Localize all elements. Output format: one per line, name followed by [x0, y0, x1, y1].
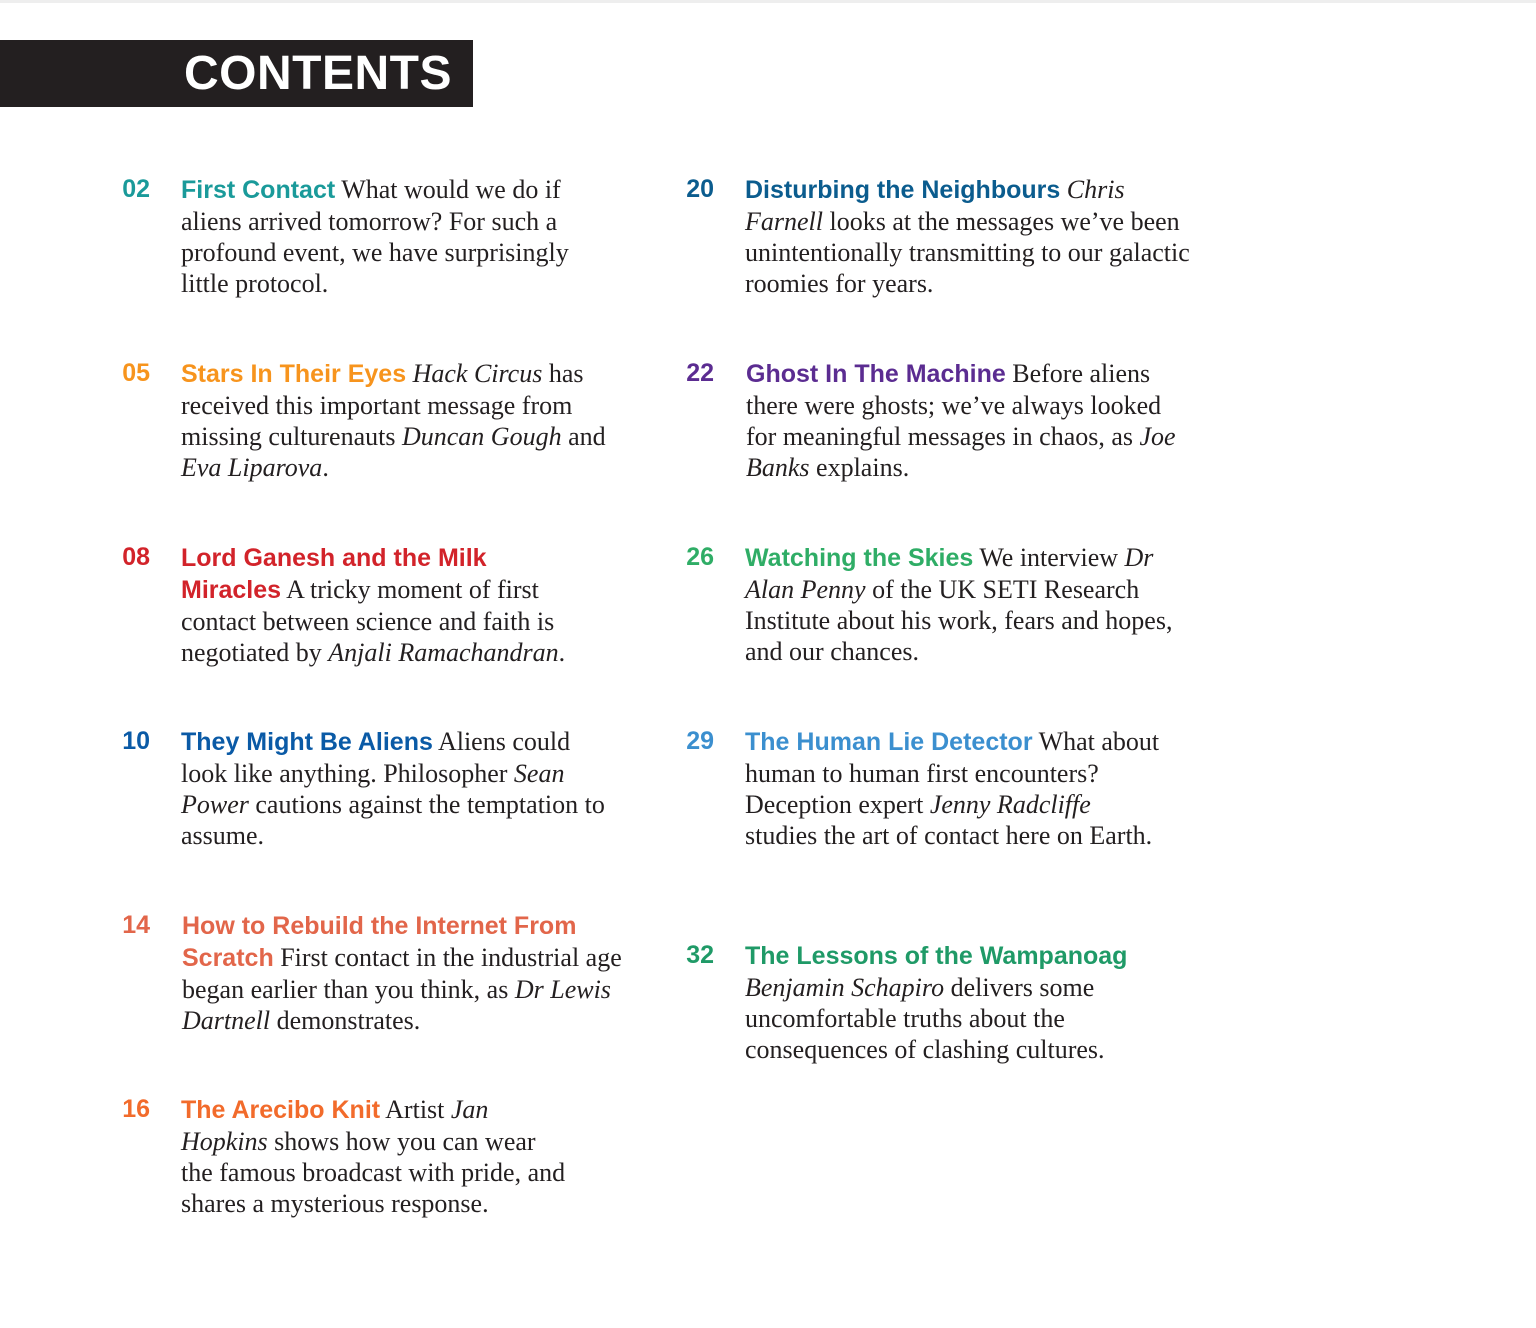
description-text: Artist — [380, 1095, 451, 1124]
description-text: of the UK SETI Research Institute about his work, fears and hopes, and our chances. — [745, 575, 1173, 666]
entry-text — [181, 358, 606, 483]
entry-text — [746, 358, 1186, 483]
page-number: 20 — [686, 175, 714, 203]
description-text: Aliens could look like anything. Philosopher — [181, 727, 571, 788]
entry-description — [745, 973, 1105, 1064]
entry-text — [181, 174, 591, 299]
entry-title: The Arecibo Knit — [181, 1096, 381, 1124]
entry-text — [181, 542, 586, 668]
description-text: explains. — [809, 453, 910, 482]
description-text: Before aliens there were ghosts; we’ve always looked for meaningful messages in chaos, as — [746, 359, 1162, 451]
page-number: 02 — [122, 175, 150, 203]
description-text: delivers some uncomfortable truths about the consequences of clashing cultures. — [745, 973, 1105, 1064]
author-name: Eva Liparova — [181, 453, 323, 482]
entry-title: Stars In Their Eyes — [181, 360, 407, 388]
author-name: Dr Alan Penny — [745, 543, 1154, 604]
author-name: Dr Lewis Dartnell — [182, 975, 611, 1035]
entry-text — [745, 726, 1165, 851]
entry-text — [745, 940, 1185, 1065]
entry-title: Watching the Skies — [745, 544, 974, 572]
description-text: A tricky moment of first contact between science and faith is negotiated by — [181, 575, 555, 667]
page-number: 22 — [686, 359, 714, 387]
page-title: CONTENTS — [184, 47, 452, 100]
page-number: 10 — [122, 727, 150, 755]
entry-title: Disturbing the Neighbours — [745, 176, 1061, 204]
author-name: Sean Power — [181, 759, 565, 819]
entry-title: The Human Lie Detector — [745, 728, 1033, 756]
entry-title: The Lessons of the Wampanoag — [745, 942, 1128, 970]
page-number: 08 — [122, 543, 150, 571]
description-text: We interview — [973, 543, 1125, 572]
contents-banner — [0, 40, 473, 107]
page-number: 05 — [122, 359, 150, 387]
description-text: . — [322, 453, 329, 482]
author-name: Benjamin Schapiro — [745, 973, 945, 1002]
description-text: First contact in the industrial age began earlier than you think, as — [182, 943, 622, 1004]
page-number: 14 — [122, 911, 150, 939]
author-name: Duncan Gough — [401, 422, 562, 451]
entry-title: Lord Ganesh and the Milk Miracles — [181, 544, 487, 604]
page-number: 26 — [686, 543, 714, 571]
description-text: demonstrates. — [270, 1006, 421, 1035]
author-name: Hack Circus — [412, 359, 543, 388]
entry-text — [745, 174, 1190, 299]
description-text: . — [558, 638, 566, 667]
description-text: What about human to human first encounters? Deception expert — [745, 727, 1160, 819]
description-text: looks at the messages we’ve been unintentionally transmitting to our galactic roomies for years. — [745, 207, 1190, 298]
description-text: shows how you can wear the famous broadcast with pride, and shares a mysterious response. — [181, 1127, 566, 1218]
page-number: 29 — [686, 727, 714, 755]
entry-text — [181, 1094, 571, 1219]
entry-title: They Might Be Aliens — [181, 728, 433, 756]
author-name: Anjali Ramachandran — [328, 638, 559, 667]
entry-title: First Contact — [181, 176, 336, 204]
description-text: studies the art of contact here on Earth. — [745, 821, 1153, 850]
description-text: cautions against the temptation to assume. — [181, 790, 605, 850]
top-divider — [0, 0, 1536, 3]
entry-text — [745, 542, 1190, 667]
entry-text — [181, 726, 616, 851]
author-name: Jenny Radcliffe — [929, 790, 1091, 819]
description-text: and — [561, 422, 606, 451]
author-name: Joe Banks — [746, 422, 1176, 482]
page-number: 16 — [122, 1095, 150, 1123]
entry-text — [182, 910, 627, 1036]
entry-title: Ghost In The Machine — [746, 360, 1006, 388]
description-text: What would we do if aliens arrived tomorrow? For such a profound event, we have surprisingly little protocol. — [181, 175, 569, 298]
page-number: 32 — [686, 941, 714, 969]
author-name: Jan Hopkins — [181, 1095, 489, 1156]
description-text: has received this important message from missing culturenauts — [181, 359, 584, 451]
author-name: Chris Farnell — [745, 175, 1125, 236]
entry-title: How to Rebuild the Internet From Scratch — [182, 912, 577, 972]
